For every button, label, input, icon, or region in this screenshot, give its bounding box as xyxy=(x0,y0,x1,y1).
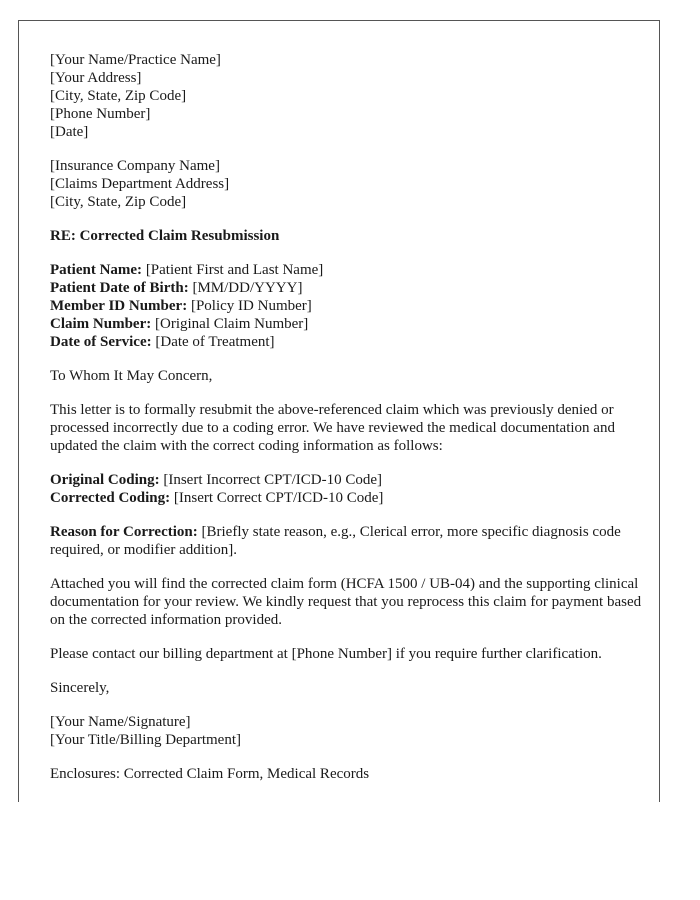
patient-name-label: Patient Name: xyxy=(50,262,143,278)
letter-content xyxy=(50,51,650,799)
sender-phone: [Phone Number] xyxy=(50,106,151,122)
sender-city-state-zip: [City, State, Zip Code] xyxy=(50,88,187,104)
closing: Sincerely, xyxy=(50,680,110,696)
contact-paragraph: Please contact our billing department at [Phone Number] if you require further clarification. xyxy=(50,646,602,662)
attachment-paragraph: Attached you will find the corrected claim form (HCFA 1500 / UB-04) and the supporting clinical documentation for your review. We kindly request that you reprocess this claim for payment based on the corrected information provided. xyxy=(50,576,642,628)
recipient-address-block xyxy=(50,157,650,211)
date-of-service-row xyxy=(50,333,650,351)
member-id-label: Member ID Number: xyxy=(50,298,188,314)
reason-label: Reason for Correction: xyxy=(50,524,198,540)
intro-paragraph: This letter is to formally resubmit the above-referenced claim which was previously denied or processed incorrectly due to a coding error. We have reviewed the medical documentation and updated the claim with the correct coding information as follows: xyxy=(50,402,615,454)
reason-value: [Briefly state reason, e.g., Clerical error, more specific diagnosis code required, or modifier addition]. xyxy=(50,524,621,558)
patient-dob-label: Patient Date of Birth: xyxy=(50,280,189,296)
letter-page xyxy=(18,20,660,802)
original-coding-row xyxy=(50,471,650,489)
recipient-company: [Insurance Company Name] xyxy=(50,158,220,174)
claim-number-label: Claim Number: xyxy=(50,316,152,332)
subject-line: RE: Corrected Claim Resubmission xyxy=(50,228,280,244)
subject-line-block xyxy=(50,227,650,245)
claim-number-row xyxy=(50,315,650,333)
sender-name: [Your Name/Practice Name] xyxy=(50,52,221,68)
signature-block xyxy=(50,713,650,749)
enclosures-line: Enclosures: Corrected Claim Form, Medical Records xyxy=(50,766,370,782)
letter-date: [Date] xyxy=(50,124,89,140)
member-id-row xyxy=(50,297,650,315)
coding-block xyxy=(50,471,650,507)
original-coding-value: [Insert Incorrect CPT/ICD-10 Code] xyxy=(159,472,383,488)
corrected-coding-value: [Insert Correct CPT/ICD-10 Code] xyxy=(170,490,384,506)
sender-address-block xyxy=(50,51,650,141)
patient-name-row xyxy=(50,261,650,279)
date-of-service-value: [Date of Treatment] xyxy=(151,334,275,350)
recipient-address: [Claims Department Address] xyxy=(50,176,230,192)
corrected-coding-row xyxy=(50,489,650,507)
salutation: To Whom It May Concern, xyxy=(50,368,213,384)
reason-paragraph xyxy=(50,523,650,559)
claim-number-value: [Original Claim Number] xyxy=(151,316,309,332)
recipient-city-state-zip: [City, State, Zip Code] xyxy=(50,194,187,210)
original-coding-label: Original Coding: xyxy=(50,472,160,488)
sender-address: [Your Address] xyxy=(50,70,142,86)
date-of-service-label: Date of Service: xyxy=(50,334,152,350)
patient-info-block xyxy=(50,261,650,351)
patient-dob-value: [MM/DD/YYYY] xyxy=(188,280,303,296)
signature-name: [Your Name/Signature] xyxy=(50,714,191,730)
signature-title: [Your Title/Billing Department] xyxy=(50,732,241,748)
corrected-coding-label: Corrected Coding: xyxy=(50,490,171,506)
patient-dob-row xyxy=(50,279,650,297)
patient-name-value: [Patient First and Last Name] xyxy=(142,262,324,278)
member-id-value: [Policy ID Number] xyxy=(187,298,312,314)
